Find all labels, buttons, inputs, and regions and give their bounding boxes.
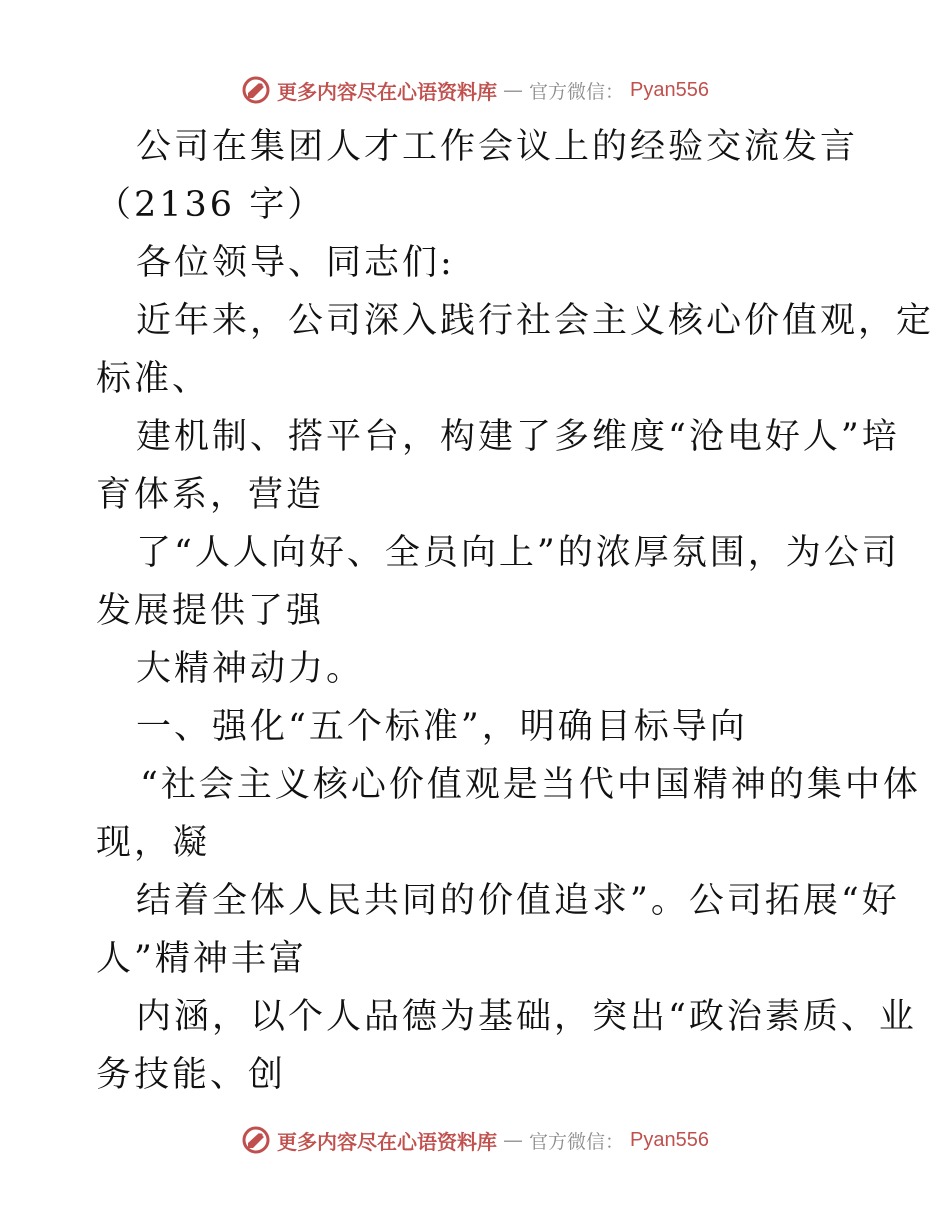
paragraph-line: 务技能、创	[96, 1055, 287, 1095]
watermark-official-label: 官方微信：	[529, 1130, 625, 1153]
document-title: 公司在集团人才工作会议上的经验交流发言	[136, 127, 859, 167]
paragraph-line: 发展提供了强	[96, 591, 325, 631]
paragraph-line: 大精神动力。	[136, 649, 365, 689]
paragraph-line: 现，凝	[96, 823, 211, 863]
paragraph-line: 结着全体人民共同的价值追求”。公司拓展“好	[136, 881, 900, 921]
watermark-official-label: 官方微信：	[529, 80, 625, 103]
header-watermark	[0, 72, 950, 108]
document-body	[96, 118, 935, 1104]
paragraph-line: 近年来，公司深入践行社会主义核心价值观，定	[136, 301, 935, 341]
paragraph-line: “社会主义核心价值观是当代中国精神的集中体	[140, 765, 921, 805]
pen-logo-icon	[241, 1125, 271, 1155]
paragraph-line: 人”精神丰富	[96, 939, 307, 979]
watermark-dash: —	[503, 1128, 523, 1152]
paragraph-line: 育体系，营造	[96, 475, 325, 515]
paragraph-line: 标准、	[96, 359, 211, 399]
watermark-main-text: 更多内容尽在心语资料库	[277, 79, 497, 104]
watermark-wechat-id: Pyan556	[630, 1128, 709, 1151]
section-heading: 一、强化“五个标准”，明确目标导向	[136, 707, 748, 747]
salutation: 各位领导、同志们:	[136, 243, 455, 283]
paragraph-line: 建机制、搭平台，构建了多维度“沧电好人”培	[136, 417, 900, 457]
watermark-dash: —	[503, 78, 523, 102]
word-count: （2136 字）	[96, 185, 326, 225]
watermark-wechat-id: Pyan556	[630, 78, 709, 101]
pen-logo-icon	[241, 75, 271, 105]
paragraph-line: 内涵，以个人品德为基础，突出“政治素质、业	[136, 997, 917, 1037]
watermark-main-text: 更多内容尽在心语资料库	[277, 1129, 497, 1154]
footer-watermark	[0, 1122, 950, 1158]
paragraph-line: 了“人人向好、全员向上”的浓厚氛围，为公司	[136, 533, 900, 573]
